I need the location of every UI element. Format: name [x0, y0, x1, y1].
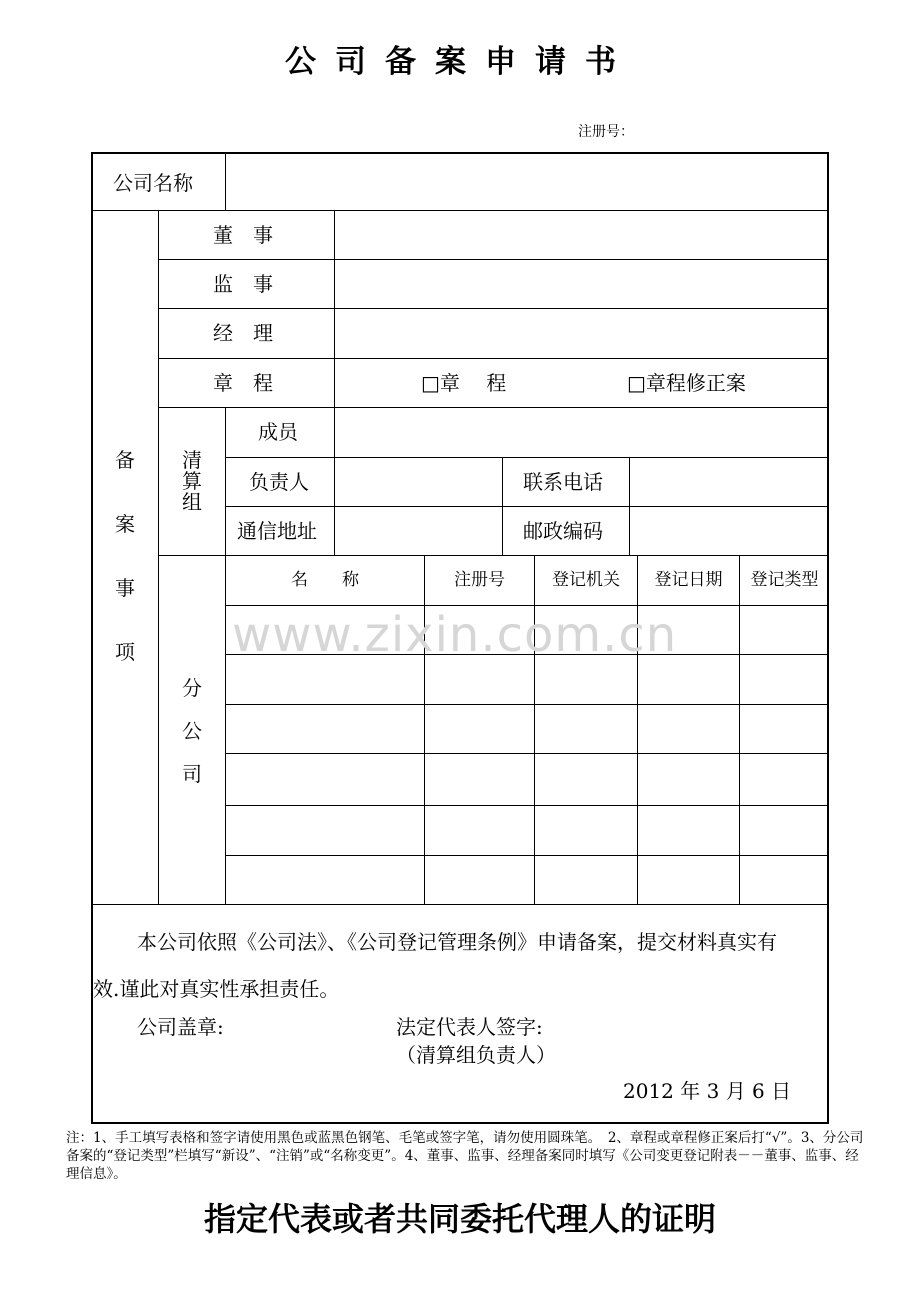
branch-char: 司 [182, 762, 202, 786]
company-seal-label: 公司盖章: [137, 1015, 224, 1039]
branch-header-name: 名 称 [291, 570, 359, 590]
filing-items-char: 项 [115, 640, 135, 664]
phone-label: 联系电话 [523, 470, 603, 494]
next-section-title: 指定代表或者共同委托代理人的证明 [203, 1200, 716, 1238]
row-divider [226, 457, 829, 458]
charter-amendment-checkbox[interactable]: □章程修正案 [627, 371, 746, 395]
branch-char: 分 [182, 676, 202, 700]
manager-label: 经 理 [213, 321, 273, 345]
col-divider [334, 407, 335, 555]
col-divider [502, 457, 503, 555]
address-label: 通信地址 [237, 519, 317, 543]
branch-header-authority: 登记机关 [552, 570, 620, 590]
filing-items-label [110, 428, 140, 684]
filing-items-char: 事 [115, 576, 135, 600]
liquidation-char: 清 [182, 448, 202, 472]
col-divider [225, 407, 226, 904]
company-name-label: 公司名称 [113, 171, 193, 195]
branch-header-regno: 注册号 [454, 570, 505, 590]
row-divider [93, 904, 829, 905]
row-divider [159, 555, 829, 556]
declaration-line-1: 本公司依照《公司法》、《公司登记管理条例》申请备案，提交材料真实有 [137, 930, 777, 954]
branch-company-label [177, 667, 207, 796]
director-label: 董 事 [213, 223, 273, 247]
col-divider [225, 154, 226, 210]
row-divider [159, 308, 829, 309]
watermark: www.zixin.com.cn [232, 607, 678, 663]
filing-items-char: 备 [115, 448, 135, 472]
row-divider [159, 259, 829, 260]
legal-rep-signature-label: 法定代表人签字: [396, 1015, 543, 1039]
liquidation-head-label: （清算组负责人） [396, 1043, 556, 1067]
document-title: 公司备案申请书 [285, 44, 635, 80]
postal-code-label: 邮政编码 [523, 519, 603, 543]
row-divider [159, 407, 829, 408]
branch-char: 公 [182, 719, 202, 743]
liquidation-char: 算 [182, 469, 202, 493]
form-notes: 注：1、手工填写表格和签字请使用黑色或蓝黑色钢笔、毛笔或签字笔，请勿使用圆珠笔。 2、章程或章程修正案后打“√”。3、分公司备案的“登记类型”栏填写“新设”、“注销”或“名称变更”。4、董事、监事、经理备案同时填写《公司变更登记附表－－董事、监事、经理信息》。 [66, 1130, 864, 1182]
col-divider [158, 210, 159, 904]
branch-header-type: 登记类型 [750, 570, 819, 590]
row-divider [93, 210, 829, 211]
row-divider [226, 506, 829, 507]
supervisor-label: 监 事 [213, 272, 273, 296]
declaration-line-2: 效.谨此对真实性承担责任。 [93, 977, 340, 1001]
person-in-charge-label: 负责人 [249, 470, 309, 494]
liquidation-group-label [177, 450, 207, 513]
declaration-date: 2012 年 3 月 6 日 [623, 1079, 792, 1103]
filing-items-char: 案 [115, 512, 135, 536]
liquidation-char: 组 [182, 490, 202, 514]
charter-label: 章 程 [213, 371, 273, 395]
row-divider [159, 358, 829, 359]
col-divider [629, 457, 630, 555]
registration-number-label: 注册号： [578, 124, 634, 140]
members-label: 成员 [258, 420, 298, 444]
branch-header-date: 登记日期 [654, 570, 723, 590]
col-divider [334, 210, 335, 407]
charter-checkbox[interactable]: □章 程 [421, 371, 507, 395]
col-divider [739, 555, 740, 904]
